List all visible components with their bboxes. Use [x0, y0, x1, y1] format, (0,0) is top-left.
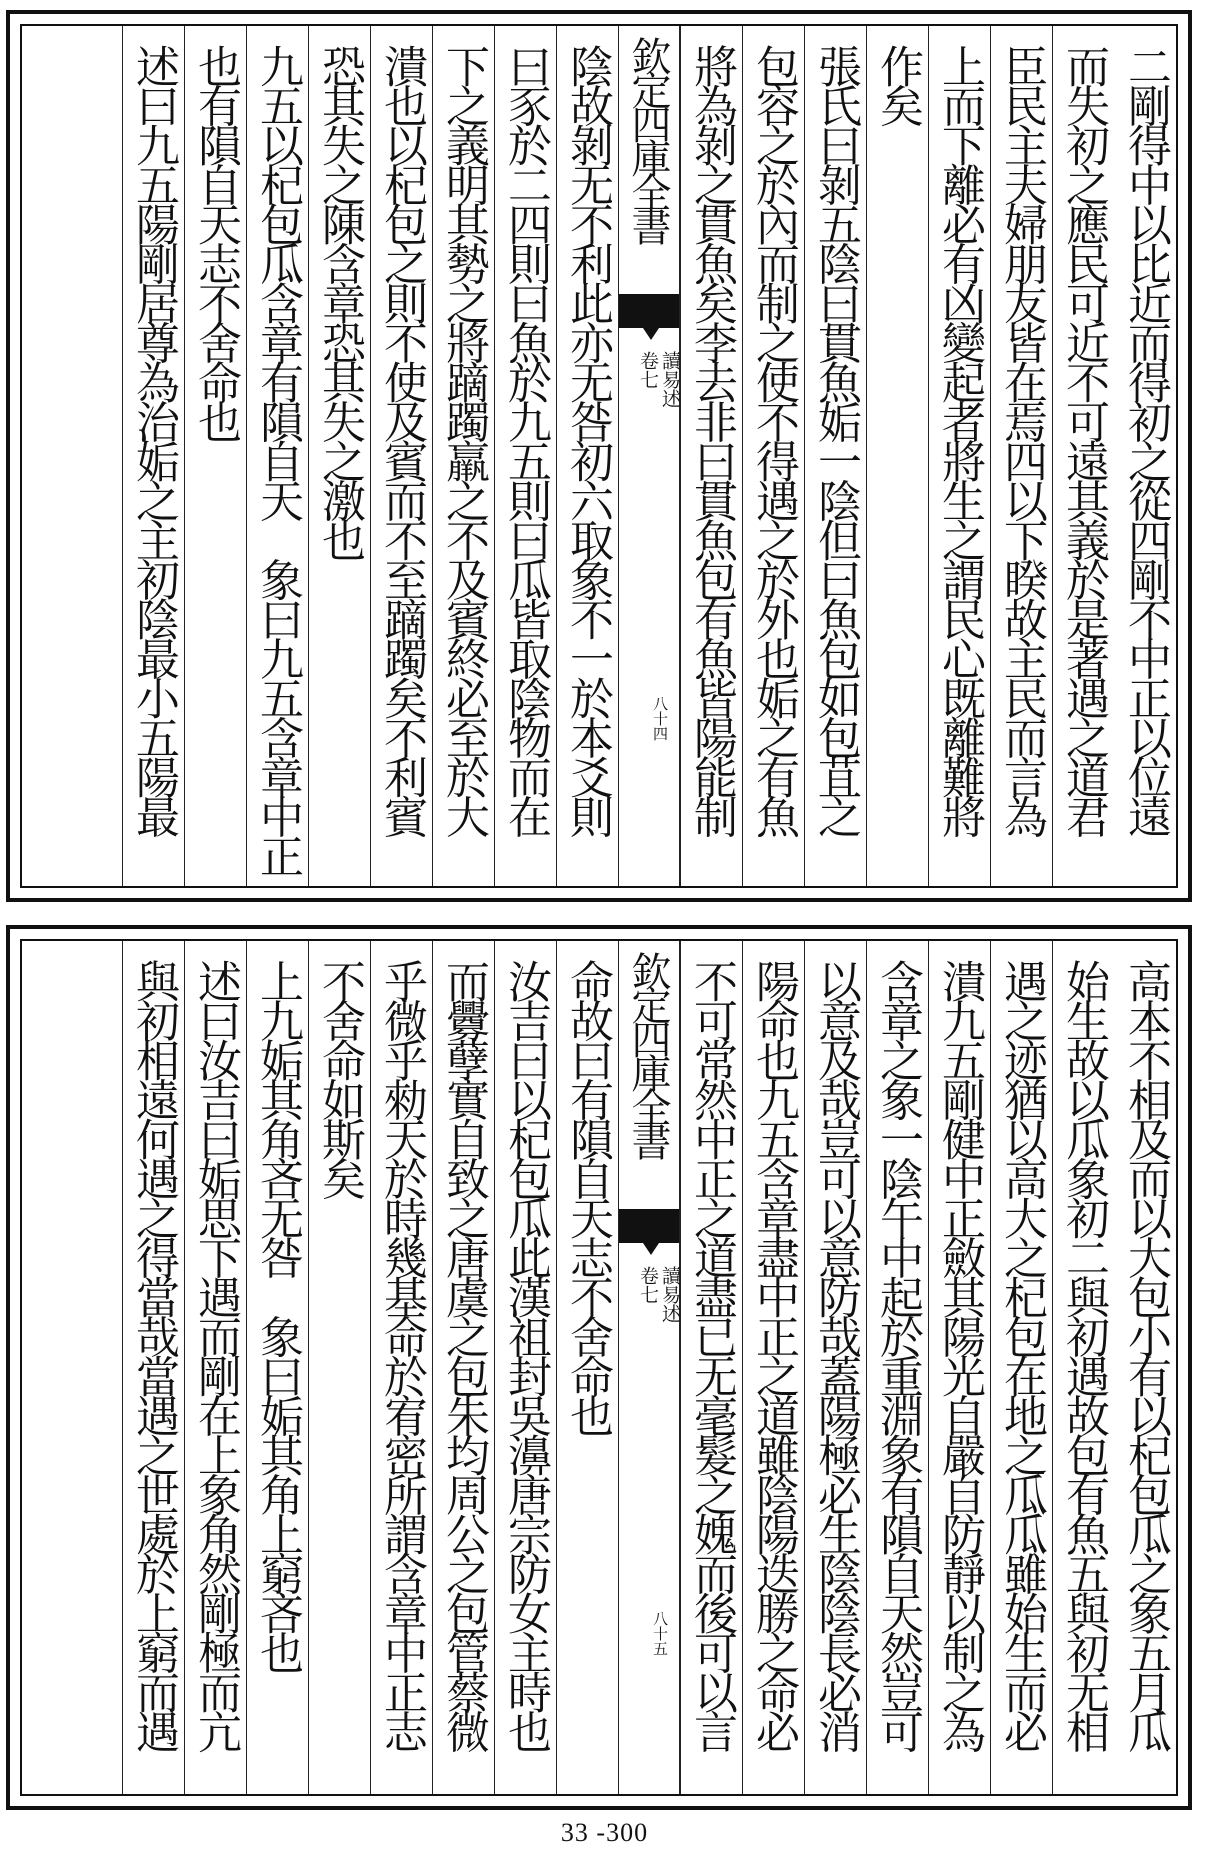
text-column: 張氏曰剝五陰曰貫魚姤一陰但曰魚包如包苴之 — [804, 26, 866, 886]
text-column: 臣民主夫婦朋友皆在焉四以下睽故主民而言為 — [990, 26, 1052, 886]
text-column: 恐其失之陳含章恐其失之激也 — [308, 26, 370, 886]
text-column: 述曰九五陽剛居尊為治姤之主初陰最小五陽最 — [122, 26, 184, 886]
text-column: 二剛得中以比近而得初之從四剛不中正以位遠 — [1120, 44, 1171, 834]
running-title: 欽定四庫全書 — [625, 951, 671, 1155]
text-column: 包容之於內而制之使不得遇之於外也姤之有魚 — [742, 26, 804, 886]
text-column: 潰也以杞包之則不使及賓而不至蹢躅矣不利賓 — [370, 26, 432, 886]
text-column: 也有隕自天志不舍命也 — [184, 26, 246, 886]
text-column: 陰故剝无不利此亦无咎初六取象不一於本爻則 — [556, 26, 618, 886]
lower-page-frame — [20, 939, 1178, 1796]
text-column: 將為剝之貫魚矣李去非曰貫魚包有魚皆陽能制 — [680, 26, 742, 886]
text-column: 陽命也九五含章盡中正之道雖陰陽迭勝之命必 — [742, 941, 804, 1794]
text-column: 不舍命如斯矣 — [308, 941, 370, 1794]
text-column: 九五以杞包瓜含章有隕自天 象曰九五含章中正 — [246, 26, 308, 886]
fishtail-ornament — [619, 1209, 679, 1243]
text-column: 以意及哉豈可以意防哉蓋陽極必生陰陰長必消 — [804, 941, 866, 1794]
center-fold-strip — [618, 26, 680, 886]
book-title: 讀易述 — [659, 351, 681, 408]
text-column: 潰九五剛健中正斂其陽光自嚴自防靜以制之為 — [928, 941, 990, 1794]
text-column: 與初相遠何遇之得當哉當遇之世處於上窮而遇 — [122, 941, 184, 1794]
book-meta — [637, 1266, 681, 1323]
volume-label: 卷七 — [637, 1266, 659, 1304]
lower-page — [6, 925, 1192, 1810]
volume-label: 卷七 — [637, 351, 659, 389]
book-title: 讀易述 — [659, 1266, 681, 1323]
page-number: 33 -300 — [560, 1818, 649, 1847]
text-column: 述曰汝吉曰姤思下遇而剛在上象角然剛極而亢 — [184, 941, 246, 1794]
book-meta — [637, 351, 681, 408]
text-column: 上九姤其角吝无咎 象曰姤其角上窮吝也 — [246, 941, 308, 1794]
text-column: 始生故以瓜象初二與初遇故包有魚五與初无相 — [1052, 941, 1114, 1794]
text-column: 遇之迹猶以高大之杞包在地之瓜瓜雖始生而必 — [990, 941, 1052, 1794]
text-column: 不可常然中正之道盡已无毫髮之媿而後可以言 — [680, 941, 742, 1794]
folio-number: 八十四 — [651, 696, 669, 741]
text-column: 下之義明其勢之將蹢躅羸之不及賓終必至於大 — [432, 26, 494, 886]
fishtail-ornament — [619, 294, 679, 328]
text-column: 乎微乎勑天於時幾基命於宥密所謂含章中正志 — [370, 941, 432, 1794]
text-column: 而失初之應民可近不可遠其義於是著遇之道君 — [1052, 26, 1114, 886]
upper-page — [6, 10, 1192, 902]
text-column: 曰豕於二四則曰魚於九五則曰瓜皆取陰物而在 — [494, 26, 556, 886]
text-column: 高本不相及而以大包小有以杞包瓜之象五月瓜 — [1120, 959, 1171, 1749]
center-fold-strip — [618, 941, 680, 1794]
running-title: 欽定四庫全書 — [625, 36, 671, 240]
text-column: 上而下離必有凶變起者將生之謂民心既離難將 — [928, 26, 990, 886]
text-column: 汝吉曰以杞包瓜此漢祖封吳濞唐宗防女主時也 — [494, 941, 556, 1794]
text-column: 作矣 — [866, 26, 928, 886]
text-column: 含章之象一陰午中起於重淵象有隕自天然豈可 — [866, 941, 928, 1794]
folio-number: 八十五 — [651, 1611, 669, 1656]
upper-page-frame — [20, 24, 1178, 888]
text-column: 而釁孽實自致之唐虞之包朱均周公之包管蔡微 — [432, 941, 494, 1794]
text-column: 命故曰有隕自天志不舍命也 — [556, 941, 618, 1794]
